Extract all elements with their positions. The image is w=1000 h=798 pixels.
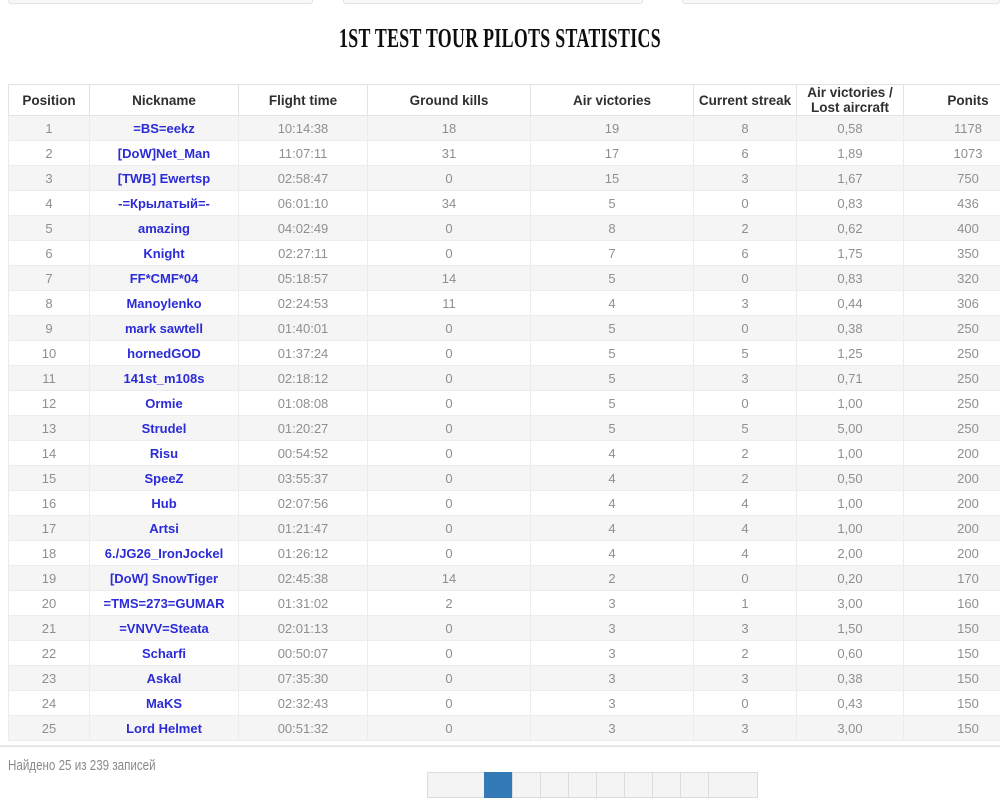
cell-ground-kills: 0	[368, 491, 531, 516]
cell-flight-time: 03:55:37	[239, 466, 368, 491]
pilot-link[interactable]: Hub	[151, 496, 176, 511]
cell-ratio: 3,00	[797, 716, 904, 741]
pilot-link[interactable]: [DoW] SnowTiger	[110, 571, 218, 586]
cell-ground-kills: 2	[368, 591, 531, 616]
cell-position: 11	[9, 366, 90, 391]
cell-flight-time: 11:07:11	[239, 141, 368, 166]
cell-ground-kills: 14	[368, 566, 531, 591]
page-button[interactable]	[652, 772, 680, 798]
cell-position: 10	[9, 341, 90, 366]
cell-air-victories: 5	[531, 316, 694, 341]
cell-ratio: 0,38	[797, 316, 904, 341]
cell-ratio: 0,83	[797, 191, 904, 216]
table-row	[9, 466, 1000, 491]
pilot-link[interactable]: 6./JG26_IronJockel	[105, 546, 224, 561]
cell-current-streak: 3	[694, 166, 797, 191]
cell-flight-time: 01:26:12	[239, 541, 368, 566]
cell-air-victories: 3	[531, 691, 694, 716]
table-row	[9, 191, 1000, 216]
cell-position: 17	[9, 516, 90, 541]
cell-points: 160	[904, 591, 1000, 616]
cell-points: 170	[904, 566, 1000, 591]
pilot-link[interactable]: mark sawtell	[125, 321, 203, 336]
pilot-link[interactable]: Scharfi	[142, 646, 186, 661]
cell-air-victories: 4	[531, 541, 694, 566]
cell-nickname	[90, 241, 239, 266]
cell-ground-kills: 0	[368, 391, 531, 416]
cell-flight-time: 05:18:57	[239, 266, 368, 291]
cell-position: 4	[9, 191, 90, 216]
cell-nickname	[90, 416, 239, 441]
pilot-link[interactable]: Ormie	[145, 396, 183, 411]
pilot-link[interactable]: Risu	[150, 446, 178, 461]
cell-position: 9	[9, 316, 90, 341]
cell-position: 3	[9, 166, 90, 191]
column-header-air-victories: Air victories	[531, 85, 694, 116]
cell-ratio: 1,89	[797, 141, 904, 166]
cell-flight-time: 01:37:24	[239, 341, 368, 366]
cell-air-victories: 3	[531, 616, 694, 641]
page-button[interactable]	[596, 772, 624, 798]
cell-position: 16	[9, 491, 90, 516]
cell-ground-kills: 0	[368, 691, 531, 716]
column-header-ratio: Air victories / Lost aircraft	[797, 85, 904, 116]
table-row	[9, 541, 1000, 566]
pilots-table	[8, 84, 1000, 741]
cell-current-streak: 2	[694, 441, 797, 466]
cell-nickname	[90, 491, 239, 516]
cell-flight-time: 02:58:47	[239, 166, 368, 191]
cell-ratio: 1,00	[797, 441, 904, 466]
cell-current-streak: 6	[694, 141, 797, 166]
cell-current-streak: 4	[694, 541, 797, 566]
cell-current-streak: 8	[694, 116, 797, 141]
cell-position: 12	[9, 391, 90, 416]
cell-air-victories: 3	[531, 641, 694, 666]
cell-current-streak: 3	[694, 291, 797, 316]
cell-ground-kills: 31	[368, 141, 531, 166]
column-header-ground-kills: Ground kills	[368, 85, 531, 116]
table-row	[9, 566, 1000, 591]
cell-points: 200	[904, 466, 1000, 491]
cell-nickname	[90, 616, 239, 641]
cell-position: 25	[9, 716, 90, 741]
cell-ground-kills: 0	[368, 616, 531, 641]
cell-ratio: 1,00	[797, 391, 904, 416]
cell-ground-kills: 0	[368, 541, 531, 566]
cell-nickname	[90, 591, 239, 616]
cell-nickname	[90, 641, 239, 666]
cell-flight-time: 01:40:01	[239, 316, 368, 341]
table-row	[9, 691, 1000, 716]
cell-position: 2	[9, 141, 90, 166]
cell-position: 19	[9, 566, 90, 591]
cell-position: 14	[9, 441, 90, 466]
cell-ratio: 1,00	[797, 516, 904, 541]
cell-points: 150	[904, 641, 1000, 666]
cell-nickname	[90, 141, 239, 166]
pilot-link[interactable]: Lord Helmet	[126, 721, 202, 736]
cell-points: 1178	[904, 116, 1000, 141]
cell-air-victories: 4	[531, 441, 694, 466]
cell-ground-kills: 18	[368, 116, 531, 141]
cell-air-victories: 5	[531, 266, 694, 291]
cell-nickname	[90, 291, 239, 316]
table-row	[9, 241, 1000, 266]
pilot-link[interactable]: =BS=eekz	[133, 121, 194, 136]
table-row	[9, 416, 1000, 441]
cell-position: 7	[9, 266, 90, 291]
cell-ground-kills: 0	[368, 416, 531, 441]
cell-flight-time: 10:14:38	[239, 116, 368, 141]
cell-ground-kills: 0	[368, 516, 531, 541]
cell-air-victories: 19	[531, 116, 694, 141]
cell-current-streak: 1	[694, 591, 797, 616]
cell-nickname	[90, 691, 239, 716]
cell-nickname	[90, 316, 239, 341]
cell-nickname	[90, 191, 239, 216]
cell-current-streak: 6	[694, 241, 797, 266]
cell-flight-time: 01:08:08	[239, 391, 368, 416]
cell-flight-time: 02:27:11	[239, 241, 368, 266]
cell-air-victories: 3	[531, 591, 694, 616]
cell-air-victories: 5	[531, 391, 694, 416]
cell-points: 150	[904, 666, 1000, 691]
table-row	[9, 516, 1000, 541]
cell-flight-time: 02:07:56	[239, 491, 368, 516]
table-row	[9, 316, 1000, 341]
table-row	[9, 591, 1000, 616]
cell-points: 150	[904, 716, 1000, 741]
page-next-button[interactable]	[708, 772, 758, 798]
cell-points: 750	[904, 166, 1000, 191]
page-button[interactable]	[568, 772, 596, 798]
cell-flight-time: 01:31:02	[239, 591, 368, 616]
cell-ground-kills: 34	[368, 191, 531, 216]
column-header-nickname: Nickname	[90, 85, 239, 116]
cell-current-streak: 0	[694, 266, 797, 291]
cell-ratio: 1,67	[797, 166, 904, 191]
cell-position: 6	[9, 241, 90, 266]
cell-current-streak: 3	[694, 366, 797, 391]
cell-ratio: 1,25	[797, 341, 904, 366]
cell-nickname	[90, 541, 239, 566]
cell-flight-time: 04:02:49	[239, 216, 368, 241]
cell-ground-kills: 14	[368, 266, 531, 291]
table-head	[9, 85, 1000, 116]
cell-position: 1	[9, 116, 90, 141]
cell-ground-kills: 0	[368, 341, 531, 366]
page-button[interactable]	[540, 772, 568, 798]
page-button[interactable]	[680, 772, 708, 798]
cell-air-victories: 4	[531, 516, 694, 541]
cell-nickname	[90, 166, 239, 191]
cell-nickname	[90, 341, 239, 366]
cell-nickname	[90, 366, 239, 391]
cell-current-streak: 3	[694, 716, 797, 741]
pilot-link[interactable]: [DoW]Net_Man	[118, 146, 210, 161]
cell-air-victories: 7	[531, 241, 694, 266]
cell-air-victories: 5	[531, 416, 694, 441]
cell-current-streak: 2	[694, 641, 797, 666]
cell-flight-time: 01:21:47	[239, 516, 368, 541]
cell-current-streak: 0	[694, 316, 797, 341]
cell-points: 250	[904, 416, 1000, 441]
cell-ratio: 0,44	[797, 291, 904, 316]
table-row	[9, 716, 1000, 741]
table-row	[9, 616, 1000, 641]
cell-flight-time: 07:35:30	[239, 666, 368, 691]
panel-bottom-edge-middle	[343, 0, 643, 4]
column-header-points: Ponits	[904, 85, 1000, 116]
pilot-link[interactable]: Askal	[147, 671, 182, 686]
table-row	[9, 441, 1000, 466]
cell-flight-time: 01:20:27	[239, 416, 368, 441]
cell-points: 200	[904, 491, 1000, 516]
table-row	[9, 166, 1000, 191]
cell-current-streak: 4	[694, 516, 797, 541]
cell-points: 250	[904, 316, 1000, 341]
table-row	[9, 291, 1000, 316]
cell-flight-time: 02:18:12	[239, 366, 368, 391]
pagination	[427, 772, 758, 798]
cell-air-victories: 5	[531, 341, 694, 366]
cell-air-victories: 4	[531, 491, 694, 516]
pilot-link[interactable]: hornedGOD	[127, 346, 201, 361]
cell-current-streak: 0	[694, 391, 797, 416]
content-divider	[0, 745, 1000, 747]
table-row	[9, 366, 1000, 391]
cell-current-streak: 2	[694, 216, 797, 241]
cell-current-streak: 0	[694, 191, 797, 216]
pilot-link[interactable]: -=Крылатый=-	[118, 196, 210, 211]
cell-ratio: 0,62	[797, 216, 904, 241]
table-body	[9, 116, 1000, 741]
cell-points: 150	[904, 691, 1000, 716]
page-button[interactable]	[624, 772, 652, 798]
cell-ratio: 3,00	[797, 591, 904, 616]
cell-nickname	[90, 466, 239, 491]
cell-current-streak: 5	[694, 416, 797, 441]
cell-points: 200	[904, 441, 1000, 466]
cell-ratio: 0,20	[797, 566, 904, 591]
cell-points: 250	[904, 341, 1000, 366]
cell-current-streak: 2	[694, 466, 797, 491]
column-header-current-streak: Current streak	[694, 85, 797, 116]
cell-ground-kills: 0	[368, 241, 531, 266]
cell-ratio: 5,00	[797, 416, 904, 441]
pilot-link[interactable]: Manoylenko	[126, 296, 201, 311]
cell-nickname	[90, 716, 239, 741]
pilot-link[interactable]: amazing	[138, 221, 190, 236]
cell-points: 200	[904, 516, 1000, 541]
cell-current-streak: 0	[694, 691, 797, 716]
pilot-link[interactable]: SpeeZ	[144, 471, 183, 486]
cell-ground-kills: 0	[368, 466, 531, 491]
cell-ratio: 1,50	[797, 616, 904, 641]
cell-nickname	[90, 216, 239, 241]
pilot-link[interactable]: MaKS	[146, 696, 182, 711]
cell-ground-kills: 0	[368, 366, 531, 391]
table-row	[9, 141, 1000, 166]
cell-air-victories: 5	[531, 366, 694, 391]
cell-nickname	[90, 441, 239, 466]
cell-flight-time: 02:32:43	[239, 691, 368, 716]
cell-flight-time: 02:24:53	[239, 291, 368, 316]
table-row	[9, 641, 1000, 666]
cell-ratio: 2,00	[797, 541, 904, 566]
cell-air-victories: 5	[531, 191, 694, 216]
cell-ratio: 0,83	[797, 266, 904, 291]
pilot-link[interactable]: =VNVV=Steata	[119, 621, 209, 636]
cell-points: 436	[904, 191, 1000, 216]
cell-ground-kills: 0	[368, 166, 531, 191]
pilot-link[interactable]: Strudel	[142, 421, 187, 436]
cell-air-victories: 8	[531, 216, 694, 241]
cell-nickname	[90, 566, 239, 591]
cell-points: 400	[904, 216, 1000, 241]
pilot-link[interactable]: FF*CMF*04	[130, 271, 199, 286]
cell-nickname	[90, 666, 239, 691]
cell-nickname	[90, 116, 239, 141]
cell-flight-time: 02:01:13	[239, 616, 368, 641]
cell-ground-kills: 11	[368, 291, 531, 316]
cell-position: 8	[9, 291, 90, 316]
header-row	[9, 85, 1000, 116]
cell-points: 250	[904, 391, 1000, 416]
cell-ratio: 1,00	[797, 491, 904, 516]
pilot-link[interactable]: =TMS=273=GUMAR	[103, 596, 224, 611]
cell-ground-kills: 0	[368, 641, 531, 666]
cell-position: 23	[9, 666, 90, 691]
cell-nickname	[90, 516, 239, 541]
cell-ratio: 1,75	[797, 241, 904, 266]
cell-current-streak: 4	[694, 491, 797, 516]
cell-flight-time: 02:45:38	[239, 566, 368, 591]
cell-position: 22	[9, 641, 90, 666]
cell-position: 18	[9, 541, 90, 566]
cell-air-victories: 15	[531, 166, 694, 191]
cell-ground-kills: 0	[368, 216, 531, 241]
page-title: 1ST TEST TOUR PILOTS STATISTICS	[170, 23, 830, 54]
pilot-link[interactable]: 141st_m108s	[124, 371, 205, 386]
cell-position: 21	[9, 616, 90, 641]
table-row	[9, 216, 1000, 241]
panel-bottom-edge-left	[8, 0, 313, 4]
pilot-link[interactable]: Knight	[143, 246, 184, 261]
cell-ratio: 0,43	[797, 691, 904, 716]
cell-ratio: 0,60	[797, 641, 904, 666]
page-button[interactable]	[512, 772, 540, 798]
table-row	[9, 341, 1000, 366]
cell-position: 13	[9, 416, 90, 441]
pilot-link[interactable]: [TWB] Ewertsp	[118, 171, 210, 186]
cell-flight-time: 00:54:52	[239, 441, 368, 466]
cell-ratio: 0,38	[797, 666, 904, 691]
cell-position: 24	[9, 691, 90, 716]
cell-position: 20	[9, 591, 90, 616]
cell-points: 200	[904, 541, 1000, 566]
cell-air-victories: 2	[531, 566, 694, 591]
cell-ratio: 0,58	[797, 116, 904, 141]
cell-points: 320	[904, 266, 1000, 291]
column-header-position: Position	[9, 85, 90, 116]
panel-bottom-edge-right	[682, 0, 1000, 4]
table-row	[9, 391, 1000, 416]
cell-air-victories: 3	[531, 666, 694, 691]
cell-position: 5	[9, 216, 90, 241]
pilot-link[interactable]: Artsi	[149, 521, 179, 536]
cell-air-victories: 4	[531, 466, 694, 491]
cell-ratio: 0,50	[797, 466, 904, 491]
cell-flight-time: 06:01:10	[239, 191, 368, 216]
table-row	[9, 116, 1000, 141]
cell-air-victories: 4	[531, 291, 694, 316]
cell-points: 150	[904, 616, 1000, 641]
cell-current-streak: 3	[694, 666, 797, 691]
cell-current-streak: 0	[694, 566, 797, 591]
table-row	[9, 491, 1000, 516]
cell-points: 1073	[904, 141, 1000, 166]
cell-points: 250	[904, 366, 1000, 391]
page-prev-button[interactable]	[427, 772, 484, 798]
cell-air-victories: 17	[531, 141, 694, 166]
cell-ground-kills: 0	[368, 666, 531, 691]
cell-current-streak: 3	[694, 616, 797, 641]
cell-air-victories: 3	[531, 716, 694, 741]
cell-nickname	[90, 391, 239, 416]
cell-ground-kills: 0	[368, 441, 531, 466]
cell-ground-kills: 0	[368, 316, 531, 341]
column-header-flight-time: Flight time	[239, 85, 368, 116]
cell-current-streak: 5	[694, 341, 797, 366]
cell-position: 15	[9, 466, 90, 491]
cell-flight-time: 00:50:07	[239, 641, 368, 666]
cell-ground-kills: 0	[368, 716, 531, 741]
cell-points: 350	[904, 241, 1000, 266]
cell-nickname	[90, 266, 239, 291]
table-row	[9, 666, 1000, 691]
table-row	[9, 266, 1000, 291]
cell-ratio: 0,71	[797, 366, 904, 391]
page-button[interactable]	[484, 772, 512, 798]
cell-points: 306	[904, 291, 1000, 316]
results-count: Найдено 25 из 239 записей	[8, 758, 156, 774]
cell-flight-time: 00:51:32	[239, 716, 368, 741]
